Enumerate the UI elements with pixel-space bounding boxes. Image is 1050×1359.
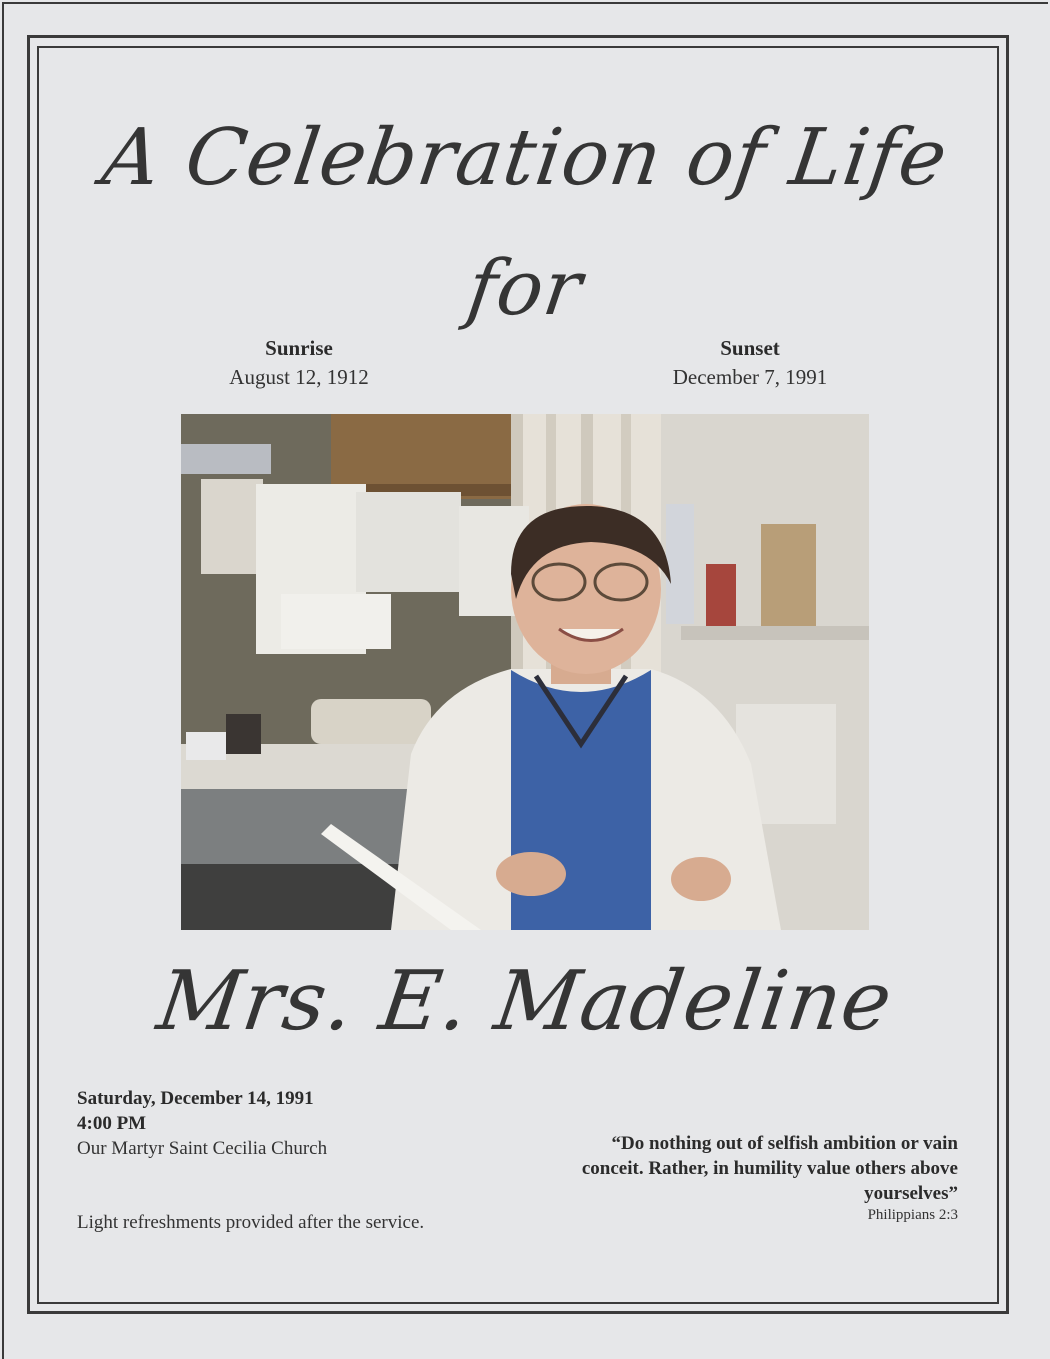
sunset-date: December 7, 1991 [672, 365, 828, 389]
sunrise-date: August 12, 1912 [229, 365, 369, 389]
service-location: Our Martyr Saint Cecilia Church [77, 1138, 328, 1159]
refreshments-note: Light refreshments provided after the service. [77, 1212, 425, 1233]
service-details [77, 1086, 517, 1161]
service-date: Saturday, December 14, 1991 [77, 1088, 314, 1109]
page-edge-top [2, 2, 1048, 4]
page-edge-left [2, 2, 4, 1359]
sunset-label: Sunset [720, 336, 780, 360]
scripture-text: “Do nothing out of selfish ambition or vain conceit. Rather, in humility value others above yourselves” [581, 1133, 958, 1204]
sunset-block [600, 334, 900, 392]
sunrise-block [149, 334, 449, 392]
scripture-quote [560, 1131, 958, 1224]
sunrise-label: Sunrise [265, 336, 333, 360]
title-line-1: A Celebration of Life [96, 113, 954, 203]
portrait-illustration [181, 414, 869, 930]
honoree-name: Mrs. E. Madeline [151, 954, 899, 1049]
portrait-photo [181, 414, 869, 930]
title-line-2: for [462, 243, 588, 332]
service-time: 4:00 PM [77, 1113, 147, 1134]
scripture-reference: Philippians 2:3 [867, 1207, 958, 1223]
